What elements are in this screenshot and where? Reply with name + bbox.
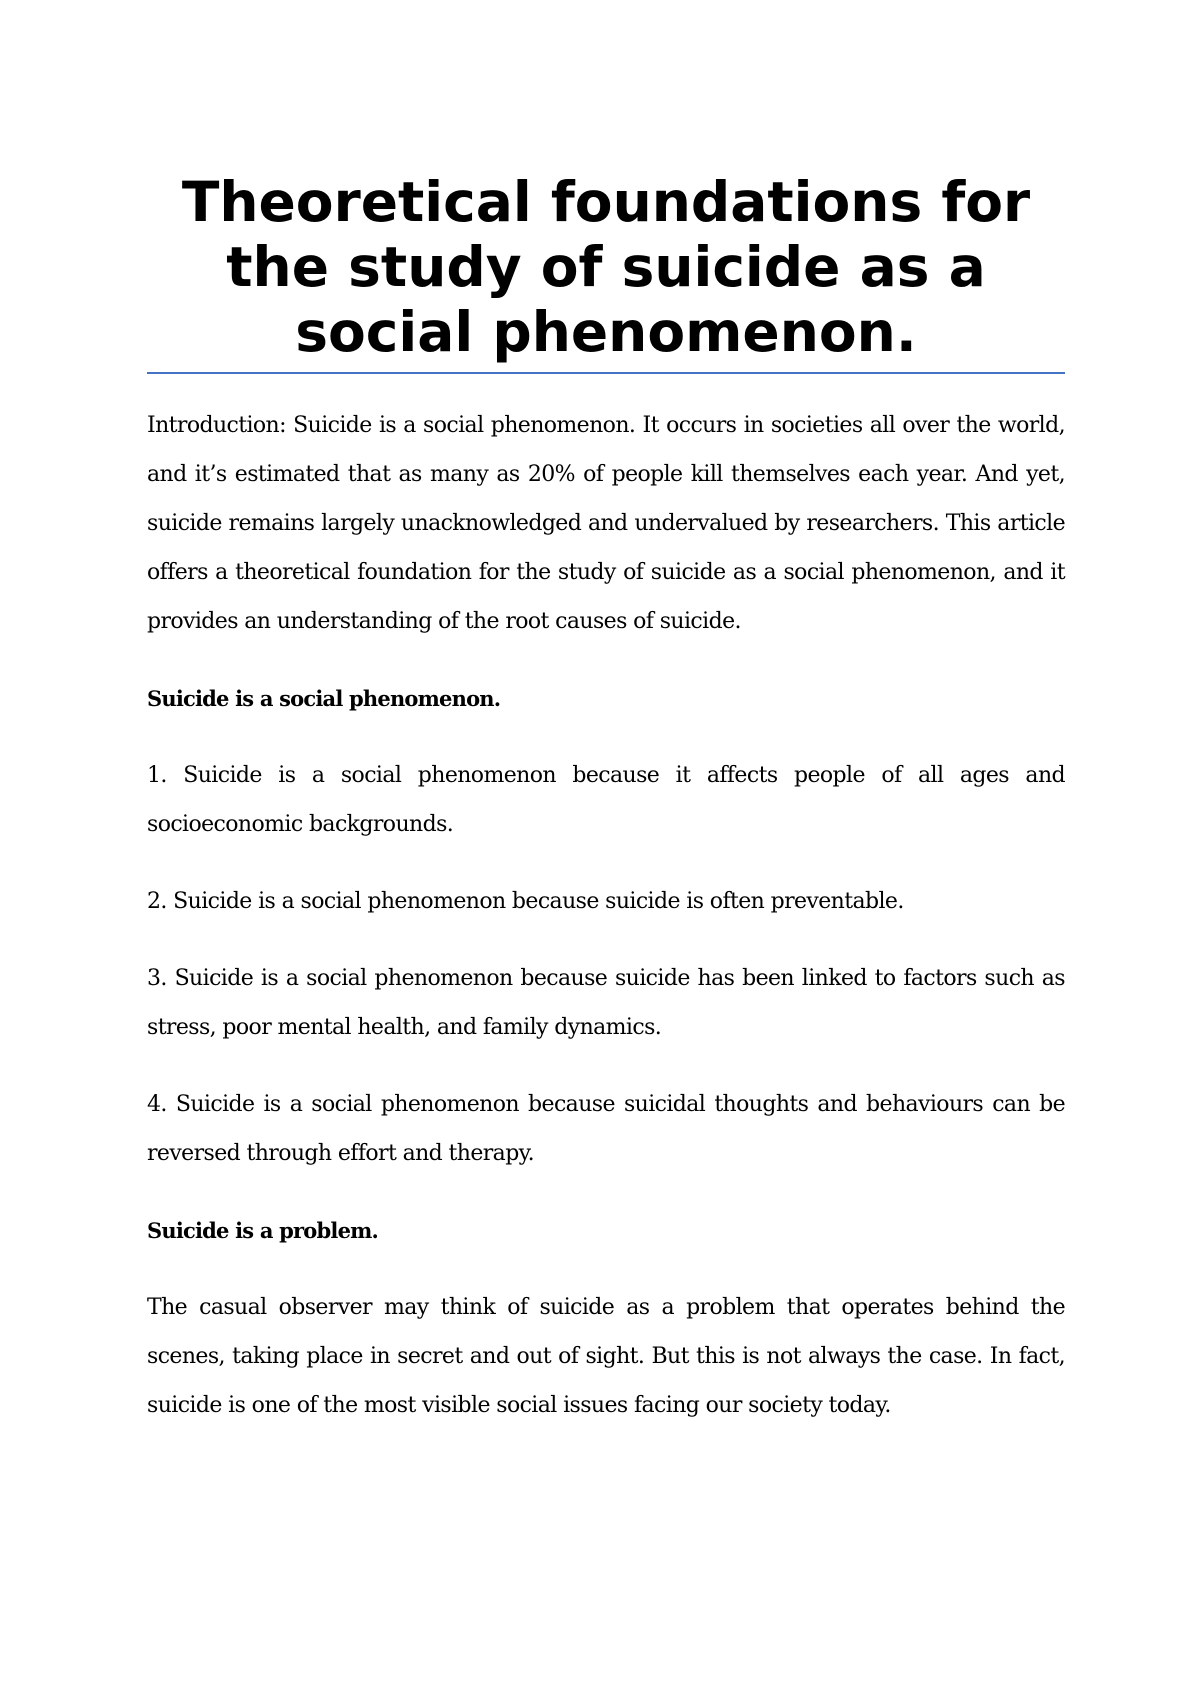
document-body bbox=[147, 170, 1065, 1458]
intro-paragraph: Introduction: Suicide is a social phenomenon. It occurs in societies all over the world, and it’s estimated that as many as 20% of people kill themselves each year. And yet, suicide remains largely unacknowledged and undervalued by researchers. This article offers a theoretical foundation for the study of suicide as a social phenomenon, and it provides an understanding of the root causes of suicide. bbox=[147, 413, 1065, 634]
section-heading-social-phenomenon: Suicide is a social phenomenon. bbox=[147, 686, 501, 711]
section-heading-problem: Suicide is a problem. bbox=[147, 1218, 379, 1243]
title-underline bbox=[147, 372, 1065, 374]
list-item: 4. Suicide is a social phenomenon because suicidal thoughts and behaviours can be reversed through effort and therapy. bbox=[147, 1092, 1065, 1166]
list-item: 3. Suicide is a social phenomenon because suicide has been linked to factors such as stress, poor mental health, and family dynamics. bbox=[147, 966, 1065, 1040]
problem-paragraph: The casual observer may think of suicide as a problem that operates behind the scenes, taking place in secret and out of sight. But this is not always the case. In fact, suicide is one of the most visible social issues facing our society today. bbox=[147, 1295, 1065, 1418]
list-item: 1. Suicide is a social phenomenon because it affects people of all ages and socioeconomic backgrounds. bbox=[147, 763, 1065, 837]
list-item: 2. Suicide is a social phenomenon because suicide is often preventable. bbox=[147, 889, 904, 914]
document-title: Theoretical foundations for the study of suicide as a social phenomenon. bbox=[181, 170, 1031, 364]
